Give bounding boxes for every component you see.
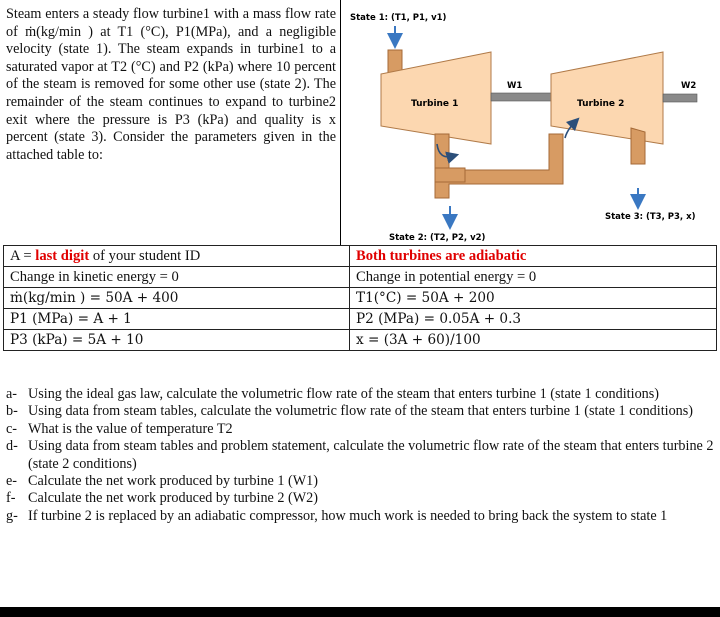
column-divider: [340, 0, 341, 246]
list-item: [6, 473, 714, 490]
list-item: [6, 386, 714, 403]
question-label: f-: [6, 490, 16, 507]
table-row: [4, 267, 717, 288]
question-text: What is the value of temperature T2: [28, 420, 233, 437]
question-label: d-: [6, 438, 18, 455]
question-label: c-: [6, 420, 18, 437]
extraction-pipe: [435, 168, 465, 182]
table-cell: P1 (MPa) = A + 1: [4, 309, 350, 330]
question-text: Calculate the net work produced by turbine 1 (W1): [28, 473, 318, 490]
question-label: g-: [6, 507, 18, 524]
state3-label: State 3: (T3, P3, x): [605, 212, 696, 222]
question-text: Calculate the net work produced by turbine 2 (W2): [28, 490, 318, 507]
turbine1-label: Turbine 1: [411, 99, 459, 109]
question-text: If turbine 2 is replaced by an adiabatic compressor, how much work is needed to bring back the system to state 1: [28, 507, 668, 524]
exit-pipe: [631, 128, 645, 164]
turbine2-label: Turbine 2: [577, 99, 625, 109]
question-text: Using data from steam tables, calculate the volumetric flow rate of the steam that enters turbine 1 (state 1 conditions): [28, 403, 694, 420]
table-row: [4, 330, 717, 351]
adiabatic-cell: [350, 246, 717, 267]
table-cell: P3 (kPa) = 5A + 10: [4, 330, 350, 351]
problem-statement: Steam enters a steady flow turbine1 with a mass flow rate of ṁ(kg/min ) at T1 (°C), P1(MPa), and a negligible velocity (state 1). The steam expands in turbine1 to a saturated vapor at T2 (°C) and P2 (kPa) where 10 percent of the steam is removed for some other use (state 2). The remainder of the steam continues to expand to turbine2 exit where the pressure is P3 (kPa) and quality is x percent (state 3). Consider the parameters given in the attached table to:: [6, 6, 336, 163]
question-label: e-: [6, 473, 18, 490]
table-row: [4, 309, 717, 330]
connecting-pipe: [435, 134, 563, 198]
list-item: [6, 421, 714, 438]
table-row: [4, 288, 717, 309]
table-cell: Change in kinetic energy = 0: [4, 267, 350, 288]
bottom-border: [0, 607, 720, 617]
cell-text: A =: [10, 247, 36, 264]
table-cell: T1(°C) = 50A + 200: [350, 288, 717, 309]
state1-label: State 1: (T1, P1, v1): [350, 13, 447, 23]
student-id-cell: [4, 246, 350, 267]
table-cell: ṁ(kg/min ) = 50A + 400: [4, 288, 350, 309]
shaft: [491, 93, 551, 101]
highlight-text: Both turbines are adiabatic: [356, 247, 527, 264]
table-row: [4, 246, 717, 267]
cell-text: of your student ID: [89, 247, 201, 264]
question-label: a-: [6, 386, 18, 402]
output-shaft: [663, 94, 697, 102]
state2-label: State 2: (T2, P2, v2): [389, 233, 486, 243]
highlight-text: last digit: [35, 247, 90, 264]
list-item: [6, 490, 714, 507]
parameter-table: [3, 245, 717, 351]
turbine-diagram: [343, 4, 717, 244]
list-item: [6, 508, 714, 525]
table-cell: Change in potential energy = 0: [350, 267, 717, 288]
question-list: [6, 386, 714, 525]
w2-label: W2: [681, 81, 697, 91]
table-cell: x = (3A + 60)/100: [350, 330, 717, 351]
question-text: Using data from steam tables and problem statement, calculate the volumetric flow rate of the steam that enters turbine 2 (state 2 conditions): [28, 438, 714, 472]
w1-label: W1: [507, 81, 523, 91]
question-label: b-: [6, 403, 18, 420]
table-cell: P2 (MPa) = 0.05A + 0.3: [350, 309, 717, 330]
list-item: [6, 403, 714, 420]
list-item: [6, 438, 714, 473]
question-text: Using the ideal gas law, calculate the volumetric flow rate of the steam that enters turbine 1 (state 1 conditions): [28, 386, 660, 402]
